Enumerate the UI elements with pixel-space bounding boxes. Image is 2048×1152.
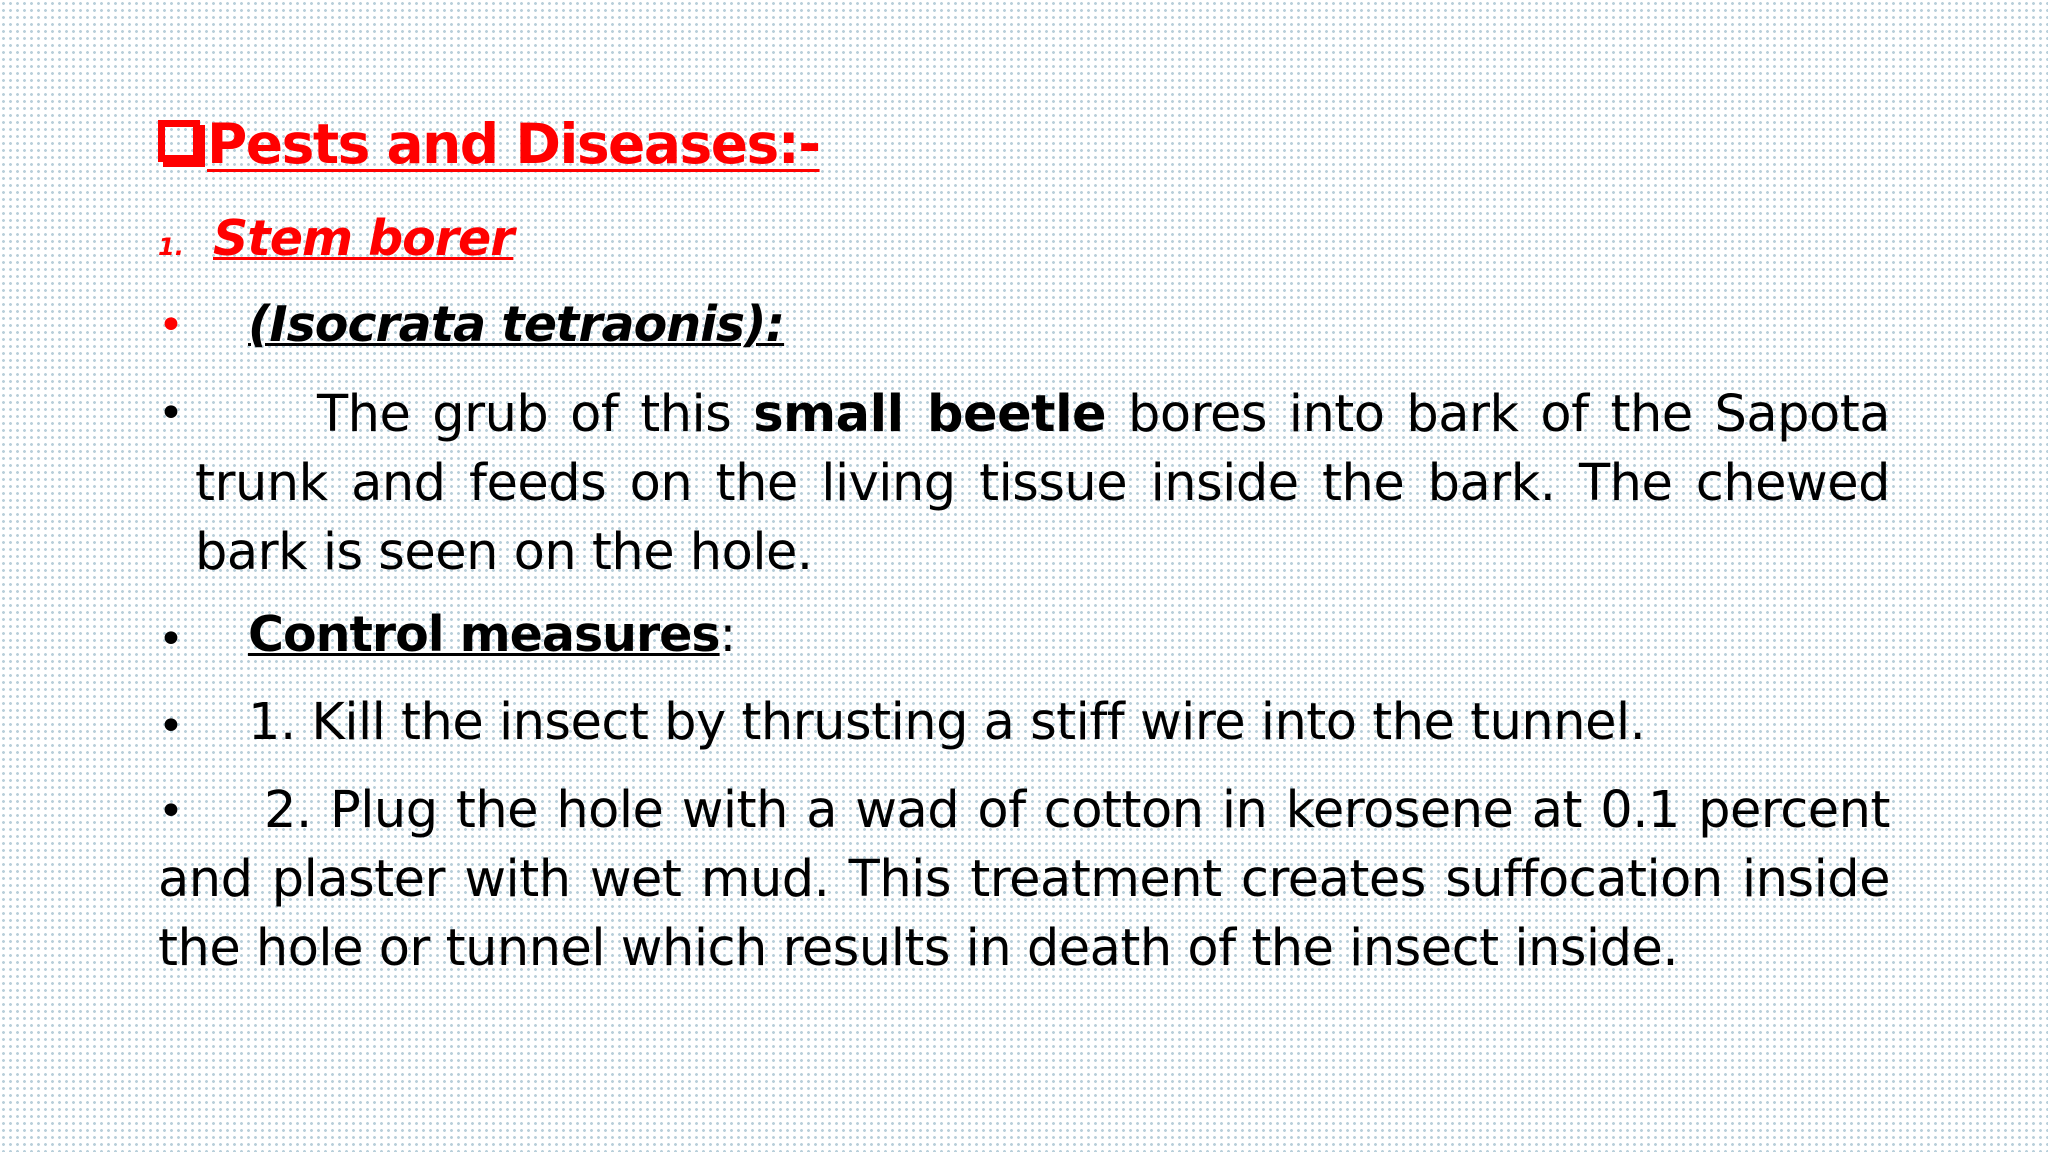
bullet-icon: • <box>158 300 184 351</box>
control-step-1: 1. Kill the insect by thrusting a stiff wire into the tunnel. <box>248 693 1646 752</box>
slide-title <box>158 112 820 176</box>
bullet-icon: • <box>158 388 184 439</box>
bullet-icon: • <box>158 614 184 665</box>
scientific-name: (Isocrata tetraonis): <box>248 296 785 353</box>
description-text-rest: bores into bark of the Sapota trunk and feeds on the living tissue inside the bark. The chewed bark is seen on the hole. <box>195 385 1890 582</box>
bullet-icon: • <box>158 786 184 837</box>
subheading-number: 1. <box>158 233 184 261</box>
title-text: Pests and Diseases:- <box>207 112 820 176</box>
control-heading-colon: : <box>719 606 736 663</box>
control-heading-text: Control measures <box>248 606 720 663</box>
description-text: The grub of this <box>317 385 754 444</box>
checkbox-bullet-icon <box>158 120 200 162</box>
subheading <box>158 210 513 267</box>
subheading-text: Stem borer <box>213 210 514 267</box>
description-bold: small beetle <box>753 385 1107 444</box>
description-paragraph <box>195 380 1890 587</box>
control-step-2: 2. Plug the hole with a wad of cotton in kerosene at 0.1 percent and plaster with wet mud. This treatment creates suffocation inside the hole or tunnel which results in death of the insect inside. <box>158 781 1890 978</box>
bullet-icon: • <box>158 701 184 752</box>
control-heading <box>248 606 735 663</box>
